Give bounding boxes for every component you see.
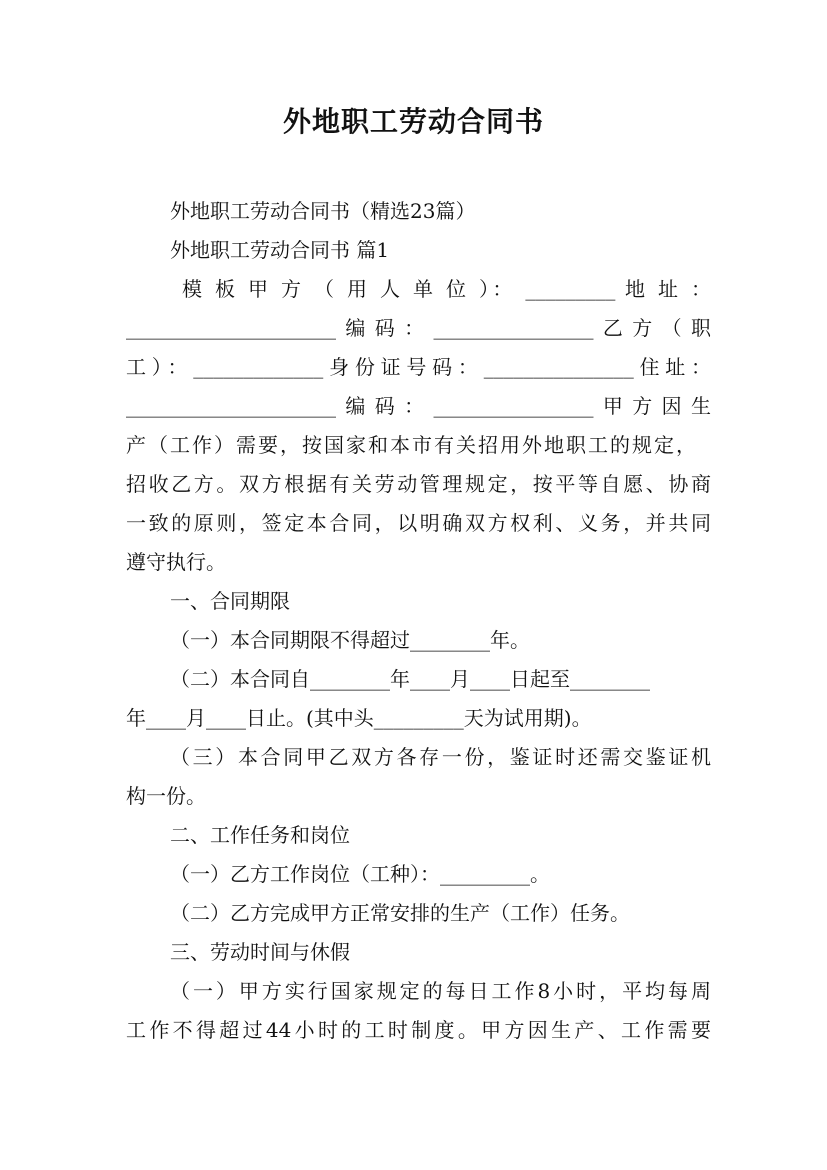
clause-item: 构一份。: [126, 784, 206, 808]
clause-item: （二）乙方完成甲方正常安排的生产（工作）任务。: [170, 901, 630, 925]
clause-item: （一）甲方实行国家规定的每日工作8小时，平均每周: [170, 979, 711, 1003]
paragraph-line: _____________________编码：________________乙方（职: [126, 316, 711, 340]
paragraph-line: 遵守执行。: [126, 550, 226, 574]
paragraph-line: 模 板 甲 方 （ 用 人 单 位 ）： _________ 地 址 ：: [182, 277, 711, 301]
clause-item: （一）本合同期限不得超过________年。: [170, 628, 530, 652]
clause-heading: 三、劳动时间与休假: [170, 940, 350, 964]
section-heading: 外地职工劳动合同书 篇1: [170, 238, 390, 262]
clause-item: 年____月____日止。(其中头_________天为试用期)。: [126, 706, 592, 730]
clause-item: 工作不得超过44小时的工时制度。甲方因生产、工作需要: [126, 1018, 711, 1042]
document-title: 外地职工劳动合同书: [282, 105, 544, 138]
subtitle-line: 外地职工劳动合同书（精选23篇）: [170, 199, 476, 223]
paragraph-line: 一致的原则，签定本合同，以明确双方权利、义务，并共同: [126, 511, 711, 535]
clause-item: （二）本合同自________年____月____日起至________: [170, 667, 650, 691]
paragraph-line: _____________________编码：________________甲方因生: [126, 394, 711, 418]
clause-item: （三）本合同甲乙双方各存一份，鉴证时还需交鉴证机: [170, 745, 711, 769]
paragraph-line: 工）：_____________身份证号码：_______________住址：: [126, 355, 711, 379]
paragraph-line: 招收乙方。双方根据有关劳动管理规定，按平等自愿、协商: [126, 472, 711, 496]
paragraph-line: 产（工作）需要，按国家和本市有关招用外地职工的规定，: [126, 433, 698, 457]
clause-item: （一）乙方工作岗位（工种）：_________。: [170, 862, 550, 886]
clause-heading: 一、合同期限: [170, 589, 290, 613]
clause-heading: 二、工作任务和岗位: [170, 823, 350, 847]
